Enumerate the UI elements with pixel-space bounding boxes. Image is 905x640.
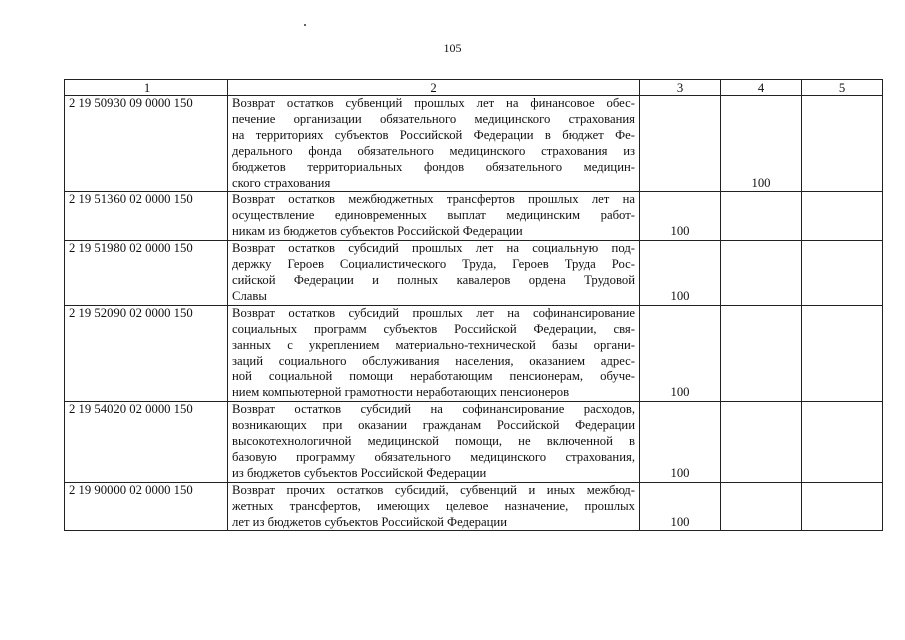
description-line: Возврат остатков межбюджетных трансфертов прошлых лет на [232,192,635,207]
description-line: заций социального обслуживания населения, оказанием адрес- [232,353,635,368]
budget-code-cell: 2 19 50930 09 0000 150 [65,96,228,192]
description-cell [228,305,640,401]
description-line: из бюджетов субъектов Российской Федерации [232,465,487,480]
description-line: социальных программ субъектов Российской Федерации, свя- [232,321,635,336]
description-line: печение организации обязательного медицинского страхования [232,111,635,126]
description-cell [228,241,640,306]
amount-cell-3: 100 [640,192,721,241]
description-line: дерального фонда обязательного медицинского страхования из [232,143,635,158]
amount-cell-5 [802,192,883,241]
budget-code-cell: 2 19 90000 02 0000 150 [65,482,228,531]
description-line: базовую программу обязательного медицинского страхования, [232,449,635,464]
description-line: Возврат остатков субсидий прошлых лет на социальную под- [232,241,635,256]
column-header-3: 3 [640,80,721,96]
table-row [65,402,883,483]
amount-cell-3: 100 [640,402,721,483]
description-line: возникающих при оказании гражданам Российской Федерации [232,418,635,433]
description-line: на территориях субъектов Российской Федерации в бюджет Фе- [232,127,635,142]
amount-cell-5 [802,305,883,401]
amount-cell-4 [721,482,802,531]
description-line: сийской Федерации и полных кавалеров ордена Трудовой [232,272,635,287]
description-line: держку Героев Социалистического Труда, Героев Труда Рос- [232,257,635,272]
table-row [65,192,883,241]
column-header-1: 1 [65,80,228,96]
table-header-row [65,80,883,96]
amount-cell-4 [721,402,802,483]
description-line: Возврат прочих остатков субсидий, субвенций и иных межбюд- [232,482,635,497]
column-header-4: 4 [721,80,802,96]
description-cell [228,192,640,241]
description-cell [228,482,640,531]
amount-cell-5 [802,96,883,192]
amount-cell-4 [721,241,802,306]
description-cell [228,96,640,192]
speck-mark [304,24,306,26]
page-number: 105 [443,41,462,55]
amount-cell-5 [802,402,883,483]
amount-cell-3 [640,96,721,192]
amount-cell-5 [802,241,883,306]
description-line: лет из бюджетов субъектов Российской Федерации [232,514,507,529]
table-row [65,96,883,192]
table-body [65,96,883,531]
budget-code-cell: 2 19 51980 02 0000 150 [65,241,228,306]
amount-cell-5 [802,482,883,531]
budget-code-cell: 2 19 54020 02 0000 150 [65,402,228,483]
column-header-5: 5 [802,80,883,96]
description-line: нием компьютерной грамотности неработающих пенсионеров [232,385,570,400]
column-header-2: 2 [228,80,640,96]
description-line: Славы [232,288,267,303]
amount-cell-3: 100 [640,482,721,531]
description-line: высокотехнологичной медицинской помощи, не включенной в [232,434,635,449]
description-line: Возврат остатков субсидий на софинансирование расходов, [232,402,635,417]
description-line: ной социальной помощи неработающим пенсионерам, обуче- [232,369,635,384]
description-line: ского страхования [232,175,331,190]
amount-cell-3: 100 [640,305,721,401]
budget-code-cell: 2 19 52090 02 0000 150 [65,305,228,401]
table-row [65,482,883,531]
description-line: занных с укреплением материально-технической базы органи- [232,337,635,352]
table-row [65,241,883,306]
amount-cell-3: 100 [640,241,721,306]
amount-cell-4: 100 [721,96,802,192]
amount-cell-4 [721,192,802,241]
description-line: жетных трансфертов, имеющих целевое назначение, прошлых [232,498,635,513]
description-line: Возврат остатков субсидий прошлых лет на софинансирование [232,305,635,320]
description-line: осуществление единовременных выплат медицинским работ- [232,208,635,223]
budget-codes-table [64,79,883,531]
description-line: бюджетов территориальных фондов обязательного медицин- [232,159,635,174]
table-row [65,305,883,401]
description-line: Возврат остатков субвенций прошлых лет на финансовое обес- [232,96,635,110]
description-line: никам из бюджетов субъектов Российской Федерации [232,224,523,239]
budget-code-cell: 2 19 51360 02 0000 150 [65,192,228,241]
description-cell [228,402,640,483]
amount-cell-4 [721,305,802,401]
